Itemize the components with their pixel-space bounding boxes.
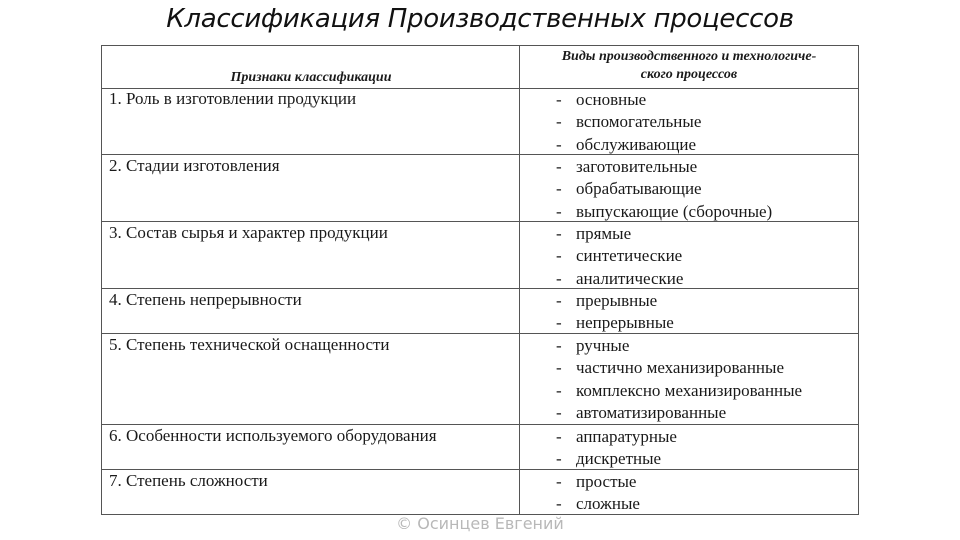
- table-row: [102, 289, 858, 334]
- table-row: [102, 222, 858, 289]
- types-list: [520, 224, 858, 291]
- header-criteria-label: Признаки классификации: [230, 70, 392, 85]
- type-label: прямые: [576, 224, 632, 243]
- list-item: [520, 427, 858, 449]
- list-item: [520, 112, 858, 134]
- type-label: синтетические: [576, 246, 683, 266]
- criterion-cell: 2. Стадии изготовления: [102, 155, 520, 221]
- type-label: непрерывные: [576, 313, 674, 333]
- list-item: [520, 358, 858, 380]
- list-item: [520, 381, 858, 403]
- type-label: частично механизированные: [576, 358, 784, 378]
- bullet-dash: -: [556, 268, 562, 288]
- criterion-cell: 3. Состав сырья и характер продукции: [102, 222, 520, 288]
- type-label: дискретные: [576, 449, 662, 469]
- list-item: [520, 336, 858, 358]
- bullet-dash: -: [556, 402, 562, 422]
- type-label: прерывные: [576, 291, 658, 310]
- types-list: [520, 90, 858, 157]
- types-list: [520, 472, 858, 517]
- list-item: [520, 403, 858, 425]
- classification-table: [101, 45, 859, 515]
- table-row: [102, 88, 858, 155]
- type-label: выпускающие (сборочные): [576, 201, 773, 221]
- type-label: обслуживающие: [576, 134, 697, 154]
- bullet-dash: -: [556, 336, 562, 355]
- bullet-dash: -: [556, 201, 562, 221]
- table-row: [102, 470, 858, 514]
- bullet-dash: -: [556, 157, 562, 176]
- header-types-cell: [520, 48, 858, 84]
- bullet-dash: -: [556, 90, 562, 109]
- table-row: [102, 155, 858, 222]
- type-label: простые: [576, 472, 637, 491]
- bullet-dash: -: [556, 224, 562, 243]
- list-item: [520, 449, 858, 471]
- types-list: [520, 157, 858, 224]
- criterion-cell: 5. Степень технической оснащенности: [102, 334, 520, 424]
- list-item: [520, 224, 858, 246]
- bullet-dash: -: [556, 179, 562, 199]
- bullet-dash: -: [556, 246, 562, 266]
- types-list: [520, 291, 858, 336]
- bullet-dash: -: [556, 494, 562, 514]
- list-item: [520, 313, 858, 335]
- table-row: [102, 334, 858, 425]
- copyright-footer: © Осинцев Евгений: [396, 514, 564, 533]
- type-label: аналитические: [576, 268, 684, 288]
- criterion-cell: 6. Особенности используемого оборудования: [102, 425, 520, 469]
- type-label: аппаратурные: [576, 427, 677, 446]
- header-types-label-line2: ского процессов: [640, 67, 738, 82]
- bullet-dash: -: [556, 472, 562, 491]
- header-types-label-line1: Виды производственного и технологиче-: [561, 49, 817, 64]
- bullet-dash: -: [556, 358, 562, 378]
- list-item: [520, 135, 858, 157]
- bullet-dash: -: [556, 313, 562, 333]
- list-item: [520, 246, 858, 268]
- table-header: [102, 46, 858, 89]
- list-item: [520, 90, 858, 112]
- type-label: комплексно механизированные: [576, 380, 803, 400]
- type-label: вспомогательные: [576, 112, 702, 132]
- bullet-dash: -: [556, 427, 562, 446]
- type-label: ручные: [576, 336, 630, 355]
- types-list: [520, 427, 858, 472]
- slide-title: Классификация Производственных процессов: [166, 4, 794, 34]
- type-label: заготовительные: [576, 157, 698, 176]
- header-criteria-cell: [102, 46, 520, 88]
- list-item: [520, 291, 858, 313]
- type-label: сложные: [576, 494, 640, 514]
- bullet-dash: -: [556, 380, 562, 400]
- types-list: [520, 336, 858, 425]
- type-label: основные: [576, 90, 647, 109]
- bullet-dash: -: [556, 134, 562, 154]
- type-label: обрабатывающие: [576, 179, 702, 199]
- bullet-dash: -: [556, 112, 562, 132]
- table-row: [102, 425, 858, 470]
- criterion-cell: 4. Степень непрерывности: [102, 289, 520, 333]
- bullet-dash: -: [556, 291, 562, 310]
- criterion-cell: 1. Роль в изготовлении продукции: [102, 88, 520, 154]
- list-item: [520, 472, 858, 494]
- list-item: [520, 179, 858, 201]
- list-item: [520, 157, 858, 179]
- bullet-dash: -: [556, 449, 562, 469]
- criterion-cell: 7. Степень сложности: [102, 470, 520, 514]
- list-item: [520, 202, 858, 224]
- list-item: [520, 269, 858, 291]
- type-label: автоматизированные: [576, 402, 727, 422]
